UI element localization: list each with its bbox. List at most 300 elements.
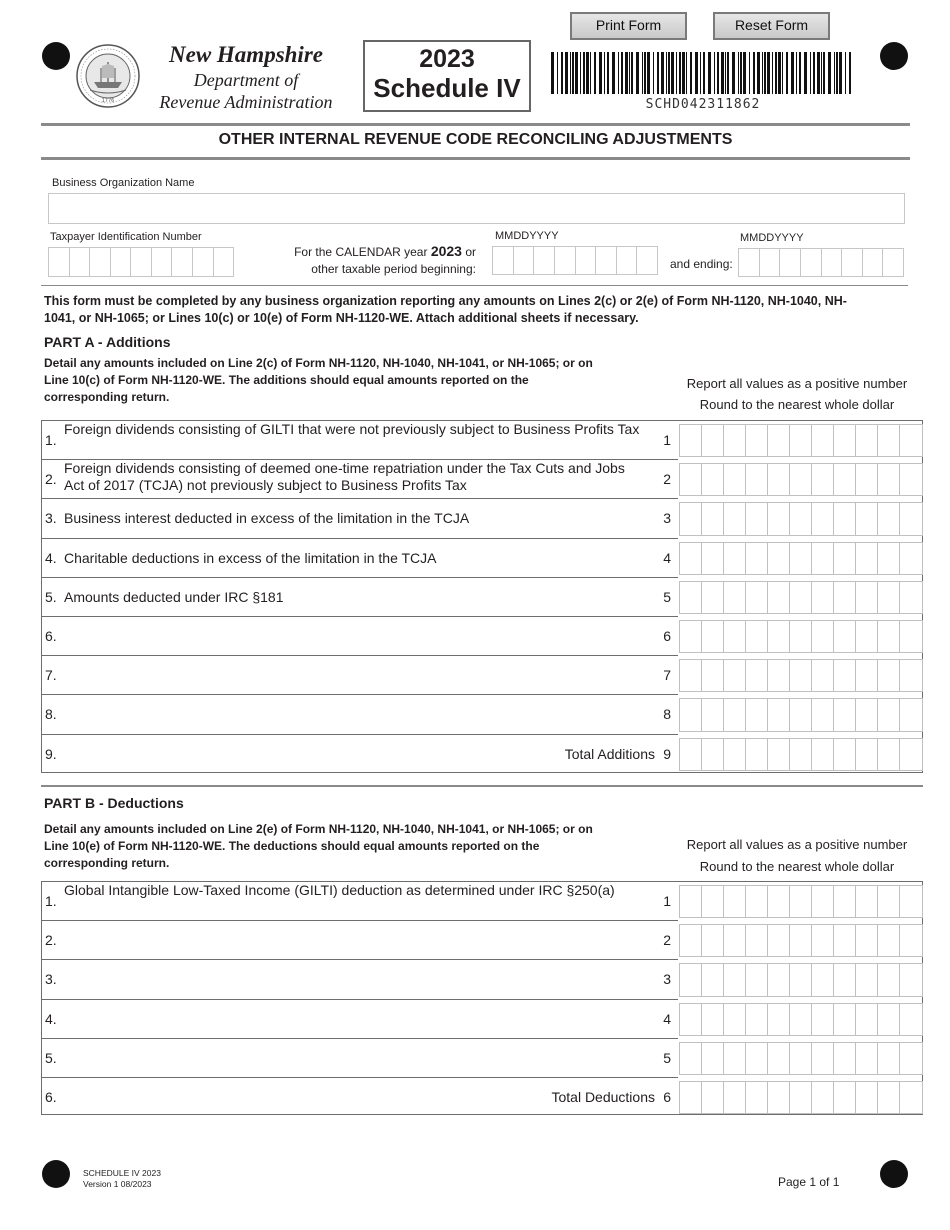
digit-cell[interactable] — [856, 699, 878, 731]
part-b-note-round: Round to the nearest whole dollar — [699, 859, 895, 874]
digit-cell[interactable] — [878, 1043, 900, 1074]
digit-cell[interactable] — [878, 503, 900, 535]
barcode-bar — [604, 52, 605, 94]
period-label — [280, 243, 476, 278]
digit-cell[interactable] — [702, 1082, 724, 1113]
barcode-bar — [561, 52, 563, 94]
digit-cell[interactable] — [680, 699, 702, 731]
part-a-row — [42, 735, 678, 774]
footer-page: Page 1 of 1 — [778, 1175, 840, 1189]
digit-cell[interactable] — [834, 964, 856, 996]
barcode-bar — [642, 52, 643, 94]
barcode-bar — [612, 52, 615, 94]
digit-cell[interactable] — [702, 582, 724, 613]
digit-cell[interactable] — [702, 699, 724, 731]
barcode-bar — [557, 52, 558, 94]
digit-cell[interactable] — [724, 621, 746, 652]
digit-cell[interactable] — [746, 464, 768, 495]
part-b-line-number: 2 — [663, 931, 671, 948]
digit-cell[interactable] — [768, 886, 790, 917]
digit-cell[interactable] — [790, 699, 812, 731]
digit-cell[interactable] — [680, 925, 702, 956]
part-a-row — [42, 460, 678, 499]
digit-cell[interactable] — [724, 964, 746, 996]
digit-cell[interactable] — [768, 503, 790, 535]
part-a-row-description: Foreign dividends consisting of deemed one-time repatriation under the Tax Cuts and Jobs Act of 2017 (TCJA) not previously subject to Business Profits Tax — [64, 460, 625, 493]
part-a-row-number: 2. — [45, 470, 57, 487]
digit-cell[interactable] — [702, 1004, 724, 1035]
barcode-bar — [594, 52, 596, 94]
digit-cell[interactable] — [680, 964, 702, 996]
digit-cell[interactable] — [812, 621, 834, 652]
digit-cell[interactable] — [834, 886, 856, 917]
digit-cell[interactable] — [878, 582, 900, 613]
barcode-bar — [580, 52, 581, 94]
period-line1-prefix: For the CALENDAR year — [294, 245, 428, 259]
part-b-line-number: 5 — [663, 1049, 671, 1066]
digit-cell[interactable] — [812, 1004, 834, 1035]
digit-cell[interactable] — [746, 582, 768, 613]
part-a-row — [42, 617, 678, 656]
part-b-row — [42, 921, 678, 960]
digit-cell[interactable] — [834, 464, 856, 495]
digit-cell[interactable] — [878, 660, 900, 691]
title-rule-bottom — [41, 157, 910, 160]
digit-cell[interactable] — [812, 582, 834, 613]
begin-date-input[interactable] — [492, 246, 658, 275]
part-b-amount-input[interactable] — [679, 963, 923, 997]
digit-cell[interactable] — [900, 1043, 922, 1074]
part-a-line-number: 8 — [663, 706, 671, 722]
digit-cell[interactable] — [812, 699, 834, 731]
barcode-bar — [717, 52, 719, 94]
digit-cell[interactable] — [900, 964, 922, 996]
digit-cell[interactable] — [746, 621, 768, 652]
digit-cell[interactable] — [856, 621, 878, 652]
digit-cell[interactable] — [856, 739, 878, 770]
part-a-line-number: 9 — [663, 745, 671, 762]
digit-cell[interactable] — [812, 660, 834, 691]
digit-cell[interactable] — [834, 660, 856, 691]
part-a-amount-input[interactable] — [679, 581, 923, 614]
part-a-table — [41, 420, 923, 773]
part-b-amount-input[interactable] — [679, 885, 923, 918]
svg-text:1776: 1776 — [101, 98, 115, 104]
digit-cell[interactable] — [878, 739, 900, 770]
digit-cell[interactable] — [878, 964, 900, 996]
digit-cell[interactable] — [834, 925, 856, 956]
digit-cell[interactable] — [900, 582, 922, 613]
digit-cell[interactable] — [900, 699, 922, 731]
digit-cell[interactable] — [812, 425, 834, 456]
digit-cell[interactable] — [856, 1043, 878, 1074]
digit-cell[interactable] — [724, 660, 746, 691]
digit-cell[interactable] — [680, 886, 702, 917]
digit-cell[interactable] — [680, 1043, 702, 1074]
digit-cell[interactable] — [812, 886, 834, 917]
digit-cell[interactable] — [680, 582, 702, 613]
state-seal-icon — [76, 44, 140, 108]
digit-cell[interactable] — [856, 425, 878, 456]
barcode-bar — [714, 52, 715, 94]
part-a-note-round: Round to the nearest whole dollar — [699, 397, 895, 412]
digit-cell[interactable] — [878, 699, 900, 731]
digit-cell[interactable] — [702, 886, 724, 917]
digit-cell[interactable] — [834, 425, 856, 456]
barcode-bar — [791, 52, 794, 94]
digit-cell[interactable] — [856, 964, 878, 996]
reset-form-button[interactable]: Reset Form — [713, 12, 830, 40]
digit-cell[interactable] — [900, 886, 922, 917]
part-b-row — [42, 1039, 678, 1078]
barcode-bar — [828, 52, 831, 94]
digit-cell[interactable] — [768, 1004, 790, 1035]
digit-cell[interactable] — [790, 964, 812, 996]
barcode-bar — [764, 52, 766, 94]
digit-cell[interactable] — [724, 699, 746, 731]
org-name-input[interactable] — [48, 193, 905, 224]
part-b-line-number: 6 — [663, 1088, 671, 1105]
digit-cell[interactable] — [878, 543, 900, 574]
barcode-bar — [757, 52, 760, 94]
part-b-amount-input[interactable] — [679, 1081, 923, 1114]
digit-cell[interactable] — [856, 543, 878, 574]
part-b-amount-input[interactable] — [679, 1042, 923, 1075]
digit-cell[interactable] — [680, 503, 702, 535]
ending-label: and ending: — [670, 257, 733, 271]
barcode-bar — [740, 52, 742, 94]
digit-cell[interactable] — [680, 621, 702, 652]
digit-cell[interactable] — [768, 621, 790, 652]
digit-cell[interactable] — [680, 464, 702, 495]
digit-cell[interactable] — [856, 464, 878, 495]
digit-cell[interactable] — [900, 425, 922, 456]
digit-cell[interactable] — [768, 543, 790, 574]
digit-cell[interactable] — [834, 621, 856, 652]
digit-cell[interactable] — [900, 1082, 922, 1113]
part-a-amount-input[interactable] — [679, 620, 923, 653]
digit-cell[interactable] — [680, 1004, 702, 1035]
barcode-bar — [661, 52, 664, 94]
digit-cell[interactable] — [900, 1004, 922, 1035]
digit-cell[interactable] — [724, 425, 746, 456]
part-b-row-description: Global Intangible Low-Taxed Income (GILTI) deduction as determined under IRC §250(a) — [64, 882, 615, 898]
digit-cell[interactable] — [790, 660, 812, 691]
digit-cell[interactable] — [812, 464, 834, 495]
digit-cell[interactable] — [790, 739, 812, 770]
digit-cell[interactable] — [746, 699, 768, 731]
part-a-line-number: 1 — [663, 431, 671, 448]
digit-cell[interactable] — [856, 660, 878, 691]
digit-cell[interactable] — [746, 1082, 768, 1113]
digit-cell[interactable] — [900, 464, 922, 495]
digit-cell[interactable] — [900, 660, 922, 691]
digit-cell[interactable] — [812, 1082, 834, 1113]
digit-cell[interactable] — [834, 543, 856, 574]
part-b-row — [42, 1078, 678, 1117]
part-b-divider — [41, 785, 923, 787]
part-b-row-number: 3. — [45, 971, 57, 987]
barcode-bar — [631, 52, 633, 94]
part-a-row-description: Business interest deducted in excess of the limitation in the TCJA — [64, 510, 470, 526]
digit-cell[interactable] — [768, 582, 790, 613]
digit-cell[interactable] — [900, 543, 922, 574]
barcode-bar — [782, 52, 783, 94]
digit-cell[interactable] — [702, 503, 724, 535]
digit-cell[interactable] — [812, 503, 834, 535]
barcode-bar — [575, 52, 578, 94]
tin-label: Taxpayer Identification Number — [50, 231, 202, 243]
part-a-amount-input[interactable] — [679, 542, 923, 575]
barcode-bar — [845, 52, 846, 94]
digit-cell[interactable] — [746, 886, 768, 917]
registration-mark-top-right — [880, 42, 908, 70]
digit-cell[interactable] — [724, 1004, 746, 1035]
digit-cell[interactable] — [856, 886, 878, 917]
digit-cell[interactable] — [702, 464, 724, 495]
digit-cell[interactable] — [768, 464, 790, 495]
barcode-bar — [682, 52, 685, 94]
part-a-row-number: 4. — [45, 549, 57, 566]
footer-form-id: SCHEDULE IV 2023 — [83, 1168, 161, 1178]
digit-cell[interactable] — [790, 925, 812, 956]
digit-cell[interactable] — [834, 739, 856, 770]
barcode-bar — [653, 52, 654, 94]
digit-cell[interactable] — [702, 964, 724, 996]
part-a-amount-input[interactable] — [679, 659, 923, 692]
barcode-bar — [839, 52, 842, 94]
part-a-row-number: 8. — [45, 706, 57, 722]
digit-cell[interactable] — [768, 739, 790, 770]
digit-cell[interactable] — [790, 1043, 812, 1074]
digit-cell[interactable] — [878, 425, 900, 456]
digit-cell[interactable] — [702, 425, 724, 456]
part-a-detail: Detail any amounts included on Line 2(c) of Form NH-1120, NH-1040, NH-1041, or NH-1065; or on Line 10(c) of Form NH-1120-WE. The additions should equal amounts reported on the corresponding return. — [44, 356, 593, 404]
digit-cell[interactable] — [768, 699, 790, 731]
digit-cell[interactable] — [878, 925, 900, 956]
digit-cell[interactable] — [878, 1004, 900, 1035]
digit-cell[interactable] — [746, 503, 768, 535]
digit-cell[interactable] — [812, 739, 834, 770]
digit-cell[interactable] — [856, 925, 878, 956]
digit-cell[interactable] — [856, 1082, 878, 1113]
digit-cell[interactable] — [790, 503, 812, 535]
end-date-input[interactable] — [738, 248, 904, 277]
digit-cell[interactable] — [768, 964, 790, 996]
digit-cell[interactable] — [746, 1043, 768, 1074]
part-a-line-number: 5 — [663, 588, 671, 605]
part-a-row — [42, 499, 678, 539]
barcode-bar — [690, 52, 692, 94]
digit-cell[interactable] — [790, 886, 812, 917]
part-a-amount-input[interactable] — [679, 502, 923, 536]
digit-cell[interactable] — [790, 464, 812, 495]
digit-cell[interactable] — [812, 543, 834, 574]
digit-cell[interactable] — [812, 925, 834, 956]
barcode-bar — [743, 52, 746, 94]
digit-cell[interactable] — [900, 925, 922, 956]
digit-cell[interactable] — [680, 425, 702, 456]
barcode-bar — [775, 52, 777, 94]
digit-cell[interactable] — [746, 925, 768, 956]
period-line2: other taxable period beginning: — [311, 262, 476, 276]
digit-cell[interactable] — [746, 660, 768, 691]
barcode-icon — [551, 52, 855, 94]
end-date-format: MMDDYYYY — [740, 232, 804, 244]
part-b-line-number: 1 — [663, 892, 671, 909]
digit-cell[interactable] — [768, 925, 790, 956]
digit-cell[interactable] — [702, 739, 724, 770]
barcode-bar — [834, 52, 835, 94]
digit-cell[interactable] — [856, 503, 878, 535]
digit-cell[interactable] — [724, 543, 746, 574]
part-a-row-number: 1. — [45, 431, 57, 448]
part-b-amount-input[interactable] — [679, 1003, 923, 1036]
digit-cell[interactable] — [702, 621, 724, 652]
digit-cell[interactable] — [878, 1082, 900, 1113]
digit-cell[interactable] — [702, 543, 724, 574]
digit-cell[interactable] — [768, 1082, 790, 1113]
part-a-row — [42, 421, 678, 460]
barcode-bar — [810, 52, 811, 94]
digit-cell[interactable] — [900, 621, 922, 652]
digit-cell[interactable] — [680, 739, 702, 770]
digit-cell[interactable] — [702, 660, 724, 691]
barcode-bar — [799, 52, 801, 94]
digit-cell[interactable] — [724, 739, 746, 770]
part-a-line-number: 2 — [663, 470, 671, 487]
part-a-amount-input[interactable] — [679, 738, 923, 771]
tin-input[interactable] — [48, 247, 234, 277]
barcode-bar — [590, 52, 591, 94]
barcode-bar — [676, 52, 677, 94]
part-a-row — [42, 656, 678, 695]
digit-cell[interactable] — [812, 964, 834, 996]
digit-cell[interactable] — [768, 660, 790, 691]
part-a-row-description: Foreign dividends consisting of GILTI that were not previously subject to Business Profits Tax — [64, 421, 640, 437]
part-b-note-positive: Report all values as a positive number — [686, 837, 908, 852]
part-a-row-description: Amounts deducted under IRC §181 — [64, 588, 284, 605]
barcode-bar — [618, 52, 619, 94]
barcode-bar — [666, 52, 667, 94]
part-a-amount-input[interactable] — [679, 424, 923, 457]
digit-cell[interactable] — [724, 1043, 746, 1074]
digit-cell[interactable] — [790, 1082, 812, 1113]
barcode-bar — [570, 52, 571, 94]
digit-cell[interactable] — [724, 1082, 746, 1113]
digit-cell[interactable] — [834, 1043, 856, 1074]
barcode-bar — [629, 52, 630, 94]
digit-cell[interactable] — [812, 1043, 834, 1074]
part-b-row — [42, 1000, 678, 1039]
digit-cell[interactable] — [834, 1082, 856, 1113]
barcode-bar — [796, 52, 797, 94]
digit-cell[interactable] — [768, 1043, 790, 1074]
agency-dept-line2: Revenue Administration — [159, 92, 333, 112]
org-name-label: Business Organization Name — [52, 177, 195, 189]
part-b-row — [42, 960, 678, 1000]
registration-mark-top-left — [42, 42, 70, 70]
barcode-bar — [583, 52, 585, 94]
barcode-bar — [636, 52, 639, 94]
agency-dept-line1: Department of — [193, 70, 299, 90]
barcode-bar — [849, 52, 851, 94]
digit-cell[interactable] — [746, 739, 768, 770]
digit-cell[interactable] — [790, 425, 812, 456]
digit-cell[interactable] — [790, 582, 812, 613]
digit-cell[interactable] — [790, 1004, 812, 1035]
digit-cell[interactable] — [746, 964, 768, 996]
digit-cell[interactable] — [900, 739, 922, 770]
part-b-amount-input[interactable] — [679, 924, 923, 957]
digit-cell[interactable] — [724, 582, 746, 613]
barcode-bar — [621, 52, 623, 94]
barcode-bar — [695, 52, 698, 94]
digit-cell[interactable] — [790, 621, 812, 652]
digit-cell[interactable] — [834, 503, 856, 535]
barcode-bar — [767, 52, 770, 94]
digit-cell[interactable] — [856, 1004, 878, 1035]
part-a-amount-input[interactable] — [679, 698, 923, 732]
digit-cell[interactable] — [680, 660, 702, 691]
digit-cell[interactable] — [878, 886, 900, 917]
part-a-row-description: Charitable deductions in excess of the limitation in the TCJA — [64, 549, 437, 566]
barcode-bar — [813, 52, 815, 94]
barcode-bar — [657, 52, 659, 94]
digit-cell[interactable] — [856, 582, 878, 613]
digit-cell[interactable] — [680, 1082, 702, 1113]
barcode-bar — [732, 52, 735, 94]
digit-cell[interactable] — [834, 1004, 856, 1035]
registration-mark-bottom-right — [880, 1160, 908, 1188]
barcode-bar — [703, 52, 705, 94]
part-b-detail: Detail any amounts included on Line 2(e) of Form NH-1120, NH-1040, NH-1041, or NH-1065; or on Line 10(e) of Form NH-1120-WE. The deductions should equal amounts reported on the corresponding return. — [44, 822, 593, 870]
schedule-title-box — [363, 40, 531, 112]
digit-cell[interactable] — [746, 425, 768, 456]
part-b-total-label: Total Deductions — [551, 1088, 655, 1105]
barcode-bar — [708, 52, 711, 94]
digit-cell[interactable] — [724, 503, 746, 535]
digit-cell[interactable] — [900, 503, 922, 535]
digit-cell[interactable] — [680, 543, 702, 574]
digit-cell[interactable] — [878, 464, 900, 495]
digit-cell[interactable] — [724, 464, 746, 495]
digit-cell[interactable] — [702, 925, 724, 956]
digit-cell[interactable] — [878, 621, 900, 652]
barcode-bar — [753, 52, 755, 94]
digit-cell[interactable] — [746, 543, 768, 574]
print-form-button[interactable]: Print Form — [570, 12, 687, 40]
barcode-bar — [749, 52, 750, 94]
digit-cell[interactable] — [746, 1004, 768, 1035]
digit-cell[interactable] — [834, 699, 856, 731]
part-a-amount-input[interactable] — [679, 463, 923, 496]
barcode-bar — [778, 52, 781, 94]
digit-cell[interactable] — [768, 425, 790, 456]
barcode-bar — [644, 52, 646, 94]
digit-cell[interactable] — [702, 1043, 724, 1074]
digit-cell[interactable] — [724, 925, 746, 956]
part-a-row-number: 3. — [45, 510, 57, 526]
part-a-line-number: 3 — [663, 510, 671, 526]
barcode-bar — [686, 52, 687, 94]
part-b-heading: PART B - Deductions — [44, 795, 184, 811]
barcode-bar — [671, 52, 674, 94]
digit-cell[interactable] — [790, 543, 812, 574]
digit-cell[interactable] — [724, 886, 746, 917]
barcode-bar — [804, 52, 807, 94]
digit-cell[interactable] — [834, 582, 856, 613]
